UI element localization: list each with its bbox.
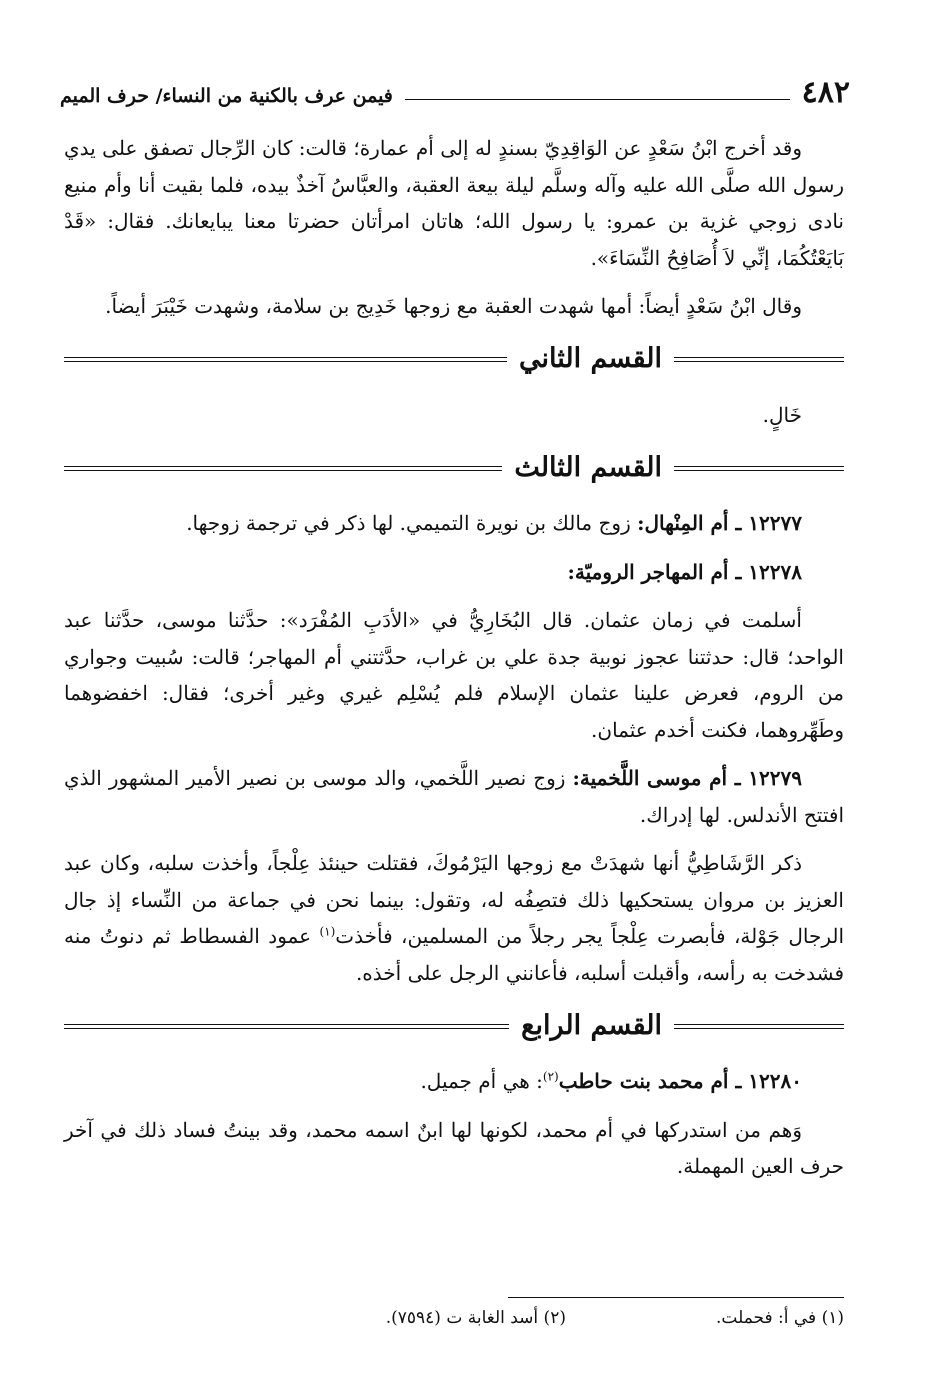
footnote-2: (٢) أسد الغابة ت (٧٥٩٤). <box>385 1308 566 1328</box>
paragraph-ibn-saad-1: وقد أخرج ابْنُ سَعْدٍ عن الوَاقِدِيّ بسندٍ له إلى أم عمارة؛ قالت: كان الرِّجال تصفق على يدي رسول الله صلَّى الله عليه وآله وسلَّم ليلة بيعة العقبة، والعبَّاسُ آخذٌ بيده، فلما بقيت أنا وأم منيع نادى زوجي غزية بن عمرو: يا رسول الله؛ هاتان امرأتان حضرتا معنا يبايعانك. فقال: «قَدْ بَايَعْتُكُمَا، إنِّي لاَ أُصَافِحُ النِّسَاءَ». <box>64 136 844 270</box>
footnote-mark-1: (١) <box>319 924 336 939</box>
footnote-1: (١) في أ: فحملت. <box>715 1308 844 1328</box>
entry-separator: ـ <box>728 511 749 535</box>
section-heading-3 <box>64 445 844 491</box>
entry-text: زوج نصير اللَّخمي، والد موسى بن نصير الأمير المشهور الذي افتتح الأندلس. لها إدراك. <box>64 766 844 827</box>
footnote-mark-2: (٢) <box>542 1069 559 1084</box>
footnotes <box>64 1306 844 1330</box>
entry-separator: ـ <box>728 1069 749 1093</box>
entry-name: أم المِنْهال: <box>637 511 729 535</box>
heading-rule-left <box>64 466 502 471</box>
section-heading-2 <box>64 337 844 383</box>
entry-name: أم موسى اللَّخمية: <box>572 766 728 790</box>
heading-rule-right <box>674 357 844 362</box>
empty-section-note: خَالٍ. <box>762 402 802 427</box>
entry-name: أم المهاجر الروميّة: <box>567 559 729 584</box>
entry-12280 <box>64 1063 844 1100</box>
paragraph-ibn-saad-2: وقال ابْنُ سَعْدٍ أيضاً: أمها شهدت العقبة مع زوجها خَدِيج بن سلامة، وشهدت خَيْبَرَ أيضاً. <box>105 294 802 318</box>
entry-12277 <box>64 505 844 542</box>
entry-12279-body <box>64 845 844 991</box>
heading-rule-left <box>64 1024 509 1029</box>
heading-rule-left <box>64 357 507 362</box>
entry-number: ١٢٢٧٧ <box>748 511 802 535</box>
heading-rule-right <box>674 466 844 471</box>
section-heading-4 <box>64 1003 844 1049</box>
entry-separator: ـ <box>727 766 749 790</box>
body-text-b: عمود الفسطاط ثم دنوتُ منه فشدخت به رأسه، وأقبلت أسلبه، فأعانني الرجل على أخذه. <box>64 924 844 985</box>
entry-name: أم محمد بنت حاطب <box>558 1069 729 1093</box>
entry-separator: ـ <box>728 559 749 584</box>
body-text-a: ذكر الرَّشَاطِيُّ أنها شهدَتْ مع زوجها اليَرْمُوكَ، فقتلت حينئذ عِلْجاً، وأخذت سلبه، وكان عبد العزيز بن مروان يستحكيها ذلك فتصِفُه له، وتقول: بينما نحن في جماعة من النِّساء إذ جال الرجال جَوْلة، فأبصرت عِلْجاً يجر رجلاً من المسلمين، فأخذت <box>64 851 845 948</box>
page-number: ٤٨٢ <box>801 75 850 110</box>
heading-rule-right <box>674 1024 844 1029</box>
footnote-rule <box>508 1297 844 1298</box>
entry-12278 <box>64 554 844 591</box>
entry-12278-body: أسلمت في زمان عثمان. قال البُخَارِيُّ في «الأدَبِ المُفْرَد»: حدَّثنا موسى، حدَّثنا عبد الواحد؛ قال: حدثتنا عجوز نوبية جدة علي بن غراب، حدَّثتني أم المهاجر؛ قالت: سُبيت وجواري من الروم، فعرض علينا عثمان الإسلام فلم يُسْلِم غيري وغير أخرى؛ فقال: اخفضوهما وطَهِّروهما، فكنت أخدم عثمان. <box>64 608 844 742</box>
header-rule <box>405 99 790 100</box>
entry-12280-body: وَهم من استدركها في أم محمد، لكونها لها ابنٌ اسمه محمد، وقد بينتُ فساد ذلك في آخر حرف العين المهملة. <box>64 1117 844 1178</box>
section-title: القسم الرابع <box>521 1009 662 1041</box>
entry-12279 <box>64 760 844 833</box>
section-title: القسم الثاني <box>519 343 662 375</box>
running-title: فيمن عرف بالكنية من النساء/ حرف الميم <box>60 85 393 107</box>
entry-number: ١٢٢٧٨ <box>748 559 802 584</box>
entry-text: : هي أم جميل. <box>420 1069 543 1093</box>
section-title: القسم الثالث <box>514 451 662 483</box>
main-text <box>64 130 844 1197</box>
entry-number: ١٢٢٨٠ <box>748 1069 802 1093</box>
page-header <box>60 72 850 108</box>
entry-number: ١٢٢٧٩ <box>748 766 803 790</box>
entry-text: زوج مالك بن نويرة التميمي. لها ذكر في ترجمة زوجها. <box>186 511 631 535</box>
